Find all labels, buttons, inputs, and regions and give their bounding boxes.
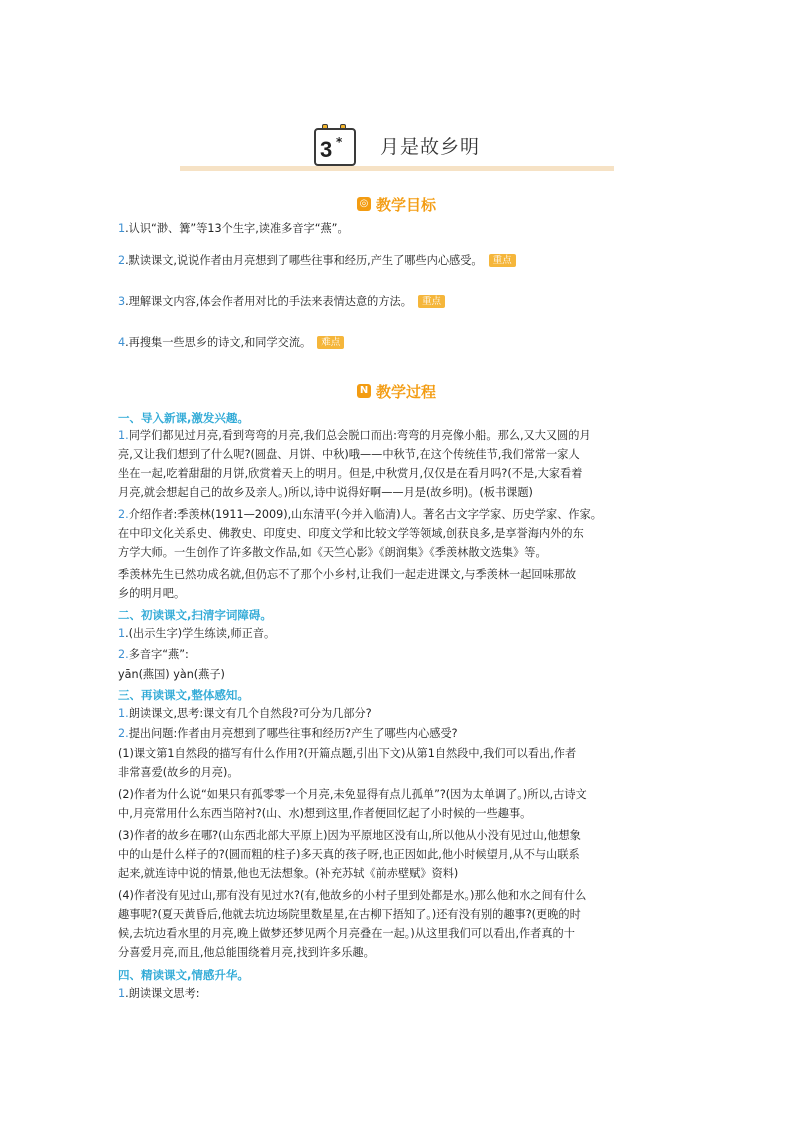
paragraph-line: 在中印文化关系史、佛教史、印度史、印度文学和比较文学等领域,创获良多,是享誉海内外的东 [118,527,584,540]
section-4-title: 四、精读课文,情感升华。 [118,968,249,982]
paragraph-line: yān(燕国) yàn(燕子) [118,668,225,681]
goal-item: 2.默读课文,说说作者由月亮想到了哪些往事和经历,产生了哪些内心感受。 重点 [118,254,516,268]
paragraph-line: 非常喜爱(故乡的月亮)。 [118,766,239,779]
section-3-title: 三、再读课文,整体感知。 [118,688,249,702]
calendar-icon [314,124,354,164]
paragraph-line: (4)作者没有见过山,那有没有见过水?(有,他故乡的小村子里到处都是水。)那么他和水之间有什么 [118,889,587,902]
target-icon: ◎ [357,197,371,211]
paragraph-line: 坐在一起,吃着甜甜的月饼,欣赏着天上的明月。但是,中秋赏月,仅仅是在看月吗?(不是,大家看着 [118,467,583,480]
paragraph-line: 1.朗读课文思考: [118,987,200,1000]
paragraph-line: 亮,又让我们想到了什么呢?(圆盘、月饼、中秋)哦——中秋节,在这个传统佳节,我们常常一家人 [118,448,580,461]
process-heading: N 教学过程 [357,380,436,402]
paragraph-line: 2.提出问题:作者由月亮想到了哪些往事和经历?产生了哪些内心感受? [118,727,458,740]
header-divider [180,166,614,171]
paragraph-line: 分喜爱月亮,而且,他总能围绕着月亮,找到许多乐趣。 [118,946,375,959]
paragraph-line: 候,去坑边看水里的月亮,晚上做梦还梦见两个月亮叠在一起。)从这里我们可以看出,作者真的十 [118,927,575,940]
lesson-title: 月是故乡明 [380,136,481,158]
key-point-badge: 重点 [418,295,445,308]
paragraph-line: 中,月亮常用什么东西当陪衬?(山、水)想到这里,作者便回忆起了小时候的一些趣事。 [118,807,532,820]
lesson-header [180,118,614,170]
paragraph-line: 趣事呢?(夏天黄昏后,他就去坑边场院里数星星,在古柳下捂知了。)还有没有别的趣事?(更晚的时 [118,908,581,921]
paragraph-line: 2.多音字“燕”: [118,648,189,661]
goal-item: 3.理解课文内容,体会作者用对比的手法来表情达意的方法。 重点 [118,295,445,309]
lesson-star: * [336,135,343,149]
paragraph-line: 起来,就连诗中说的情景,他也无法想象。(补充苏轼《前赤壁赋》资料) [118,867,459,880]
paragraph-line: (1)课文第1自然段的描写有什么作用?(开篇点题,引出下文)从第1自然段中,我们可以看出,作者 [118,747,577,760]
difficulty-badge: 难点 [317,336,344,349]
lesson-number: 3 [320,137,333,162]
goal-item: 1.认识“渺、篝”等13个生字,读准多音字“燕”。 [118,222,349,235]
paragraph-line: 1.朗读课文,思考:课文有几个自然段?可分为几部分? [118,707,372,720]
key-point-badge: 重点 [489,254,516,267]
paragraph-line: 1.(出示生字)学生练读,师正音。 [118,627,276,640]
goal-item: 4.再搜集一些思乡的诗文,和同学交流。 难点 [118,336,344,350]
process-icon: N [357,384,371,398]
goals-heading: ◎ 教学目标 [357,193,436,215]
paragraph-line: 1.同学们都见过月亮,看到弯弯的月亮,我们总会脱口而出:弯弯的月亮像小船。那么,又大又圆的月 [118,429,591,442]
paragraph-line: 中的山是什么样子的?(圆而粗的柱子)多天真的孩子呀,也正因如此,他小时候望月,从不与山联系 [118,848,580,861]
paragraph-line: (2)作者为什么说“如果只有孤零零一个月亮,未免显得有点儿孤单”?(因为太单调了。)所以,古诗文 [118,788,587,801]
paragraph-line: (3)作者的故乡在哪?(山东西北部大平原上)因为平原地区没有山,所以他从小没有见过山,他想象 [118,829,581,842]
paragraph-line: 季羡林先生已然功成名就,但仍忘不了那个小乡村,让我们一起走进课文,与季羡林一起回味那故 [118,568,577,581]
paragraph-line: 乡的明月吧。 [118,587,186,600]
paragraph-line: 方学大师。一生创作了许多散文作品,如《天竺心影》《朗润集》《季羡林散文选集》等。 [118,546,547,559]
paragraph-line: 月亮,就会想起自己的故乡及亲人。)所以,诗中说得好啊——月是(故乡明)。(板书课题) [118,486,533,499]
paragraph-line: 2.介绍作者:季羡林(1911—2009),山东清平(今并入临清)人。著名古文字学家、历史学家、作家。 [118,508,602,521]
section-2-title: 二、初读课文,扫清字词障碍。 [118,608,272,622]
section-1-title: 一、导入新课,激发兴趣。 [118,411,249,425]
